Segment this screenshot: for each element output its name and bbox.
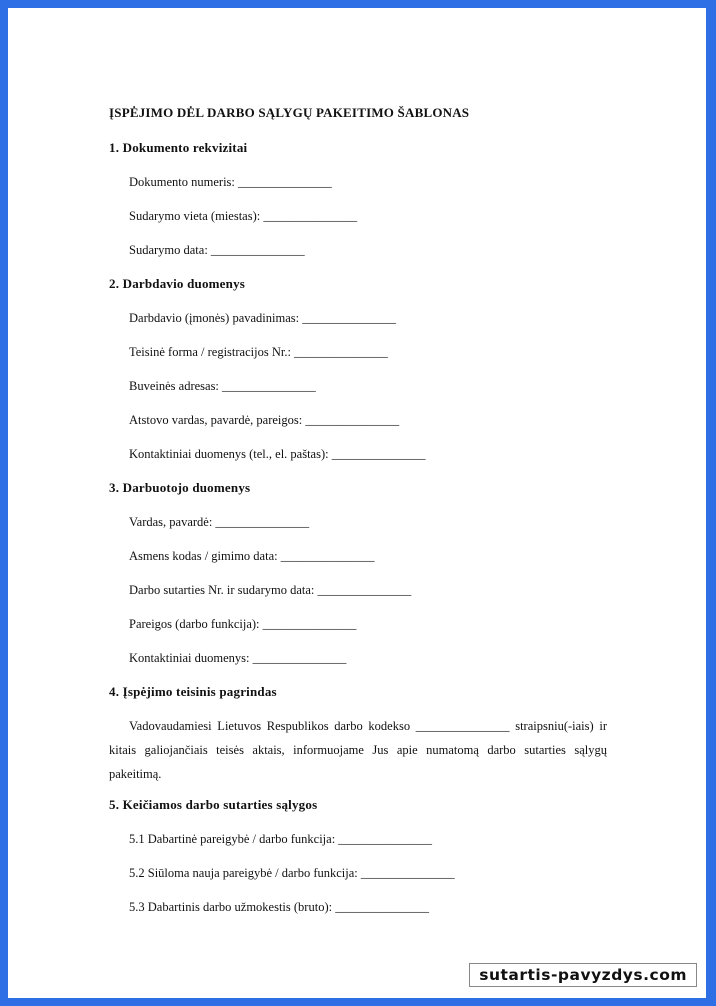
field-employer-contacts: Kontaktiniai duomenys (tel., el. paštas): _______________ xyxy=(129,447,426,461)
field-personal-code: Asmens kodas / gimimo data: _______________ xyxy=(129,549,375,563)
field-current-position: 5.1 Dabartinė pareigybė / darbo funkcija: _______________ xyxy=(129,832,433,846)
section-heading: 1. Dokumento rekvizitai xyxy=(109,140,248,155)
field-employee-name: Vardas, pavardė: _______________ xyxy=(129,515,310,529)
section-heading: 3. Darbuotojo duomenys xyxy=(109,480,251,495)
watermark-badge: sutartis-pavyzdys.com xyxy=(469,963,697,987)
field-address: Buveinės adresas: _______________ xyxy=(129,379,316,393)
field-place: Sudarymo vieta (miestas): _______________ xyxy=(129,209,358,223)
field-document-number: Dokumento numeris: _______________ xyxy=(129,175,332,189)
field-contract-number: Darbo sutarties Nr. ir sudarymo data: _______________ xyxy=(129,583,412,597)
field-employer-name: Darbdavio (įmonės) pavadinimas: _______________ xyxy=(129,311,396,325)
section-legal-basis xyxy=(109,683,607,786)
document-title: ĮSPĖJIMO DĖL DARBO SĄLYGŲ PAKEITIMO ŠABLONAS xyxy=(109,105,470,120)
document-page xyxy=(8,8,706,998)
section-heading: 2. Darbdavio duomenys xyxy=(109,276,246,291)
field-employee-contacts: Kontaktiniai duomenys: _______________ xyxy=(129,651,347,665)
section-heading: 4. Įspėjimo teisinis pagrindas xyxy=(109,684,277,699)
section-employer xyxy=(109,275,607,479)
field-date: Sudarymo data: _______________ xyxy=(129,243,305,257)
legal-basis-paragraph: Vadovaudamiesi Lietuvos Respublikos darbo kodekso _______________ straipsniu(-iais) ir kitais galiojančiais teisės aktais, informuojame Jus apie numatomą darbo sutarties sąlygų pakeitimą. xyxy=(109,719,607,781)
field-position: Pareigos (darbo funkcija): _______________ xyxy=(129,617,357,631)
field-proposed-position: 5.2 Siūloma nauja pareigybė / darbo funkcija: _______________ xyxy=(129,866,455,880)
field-current-salary: 5.3 Dabartinis darbo užmokestis (bruto): _______________ xyxy=(129,900,429,914)
field-legal-form: Teisinė forma / registracijos Nr.: _______________ xyxy=(129,345,388,359)
section-changed-conditions xyxy=(109,796,607,932)
section-document-details xyxy=(109,139,607,275)
document-content xyxy=(109,104,607,932)
section-heading: 5. Keičiamos darbo sutarties sąlygos xyxy=(109,797,318,812)
field-representative: Atstovo vardas, pavardė, pareigos: _______________ xyxy=(129,413,400,427)
section-employee xyxy=(109,479,607,683)
